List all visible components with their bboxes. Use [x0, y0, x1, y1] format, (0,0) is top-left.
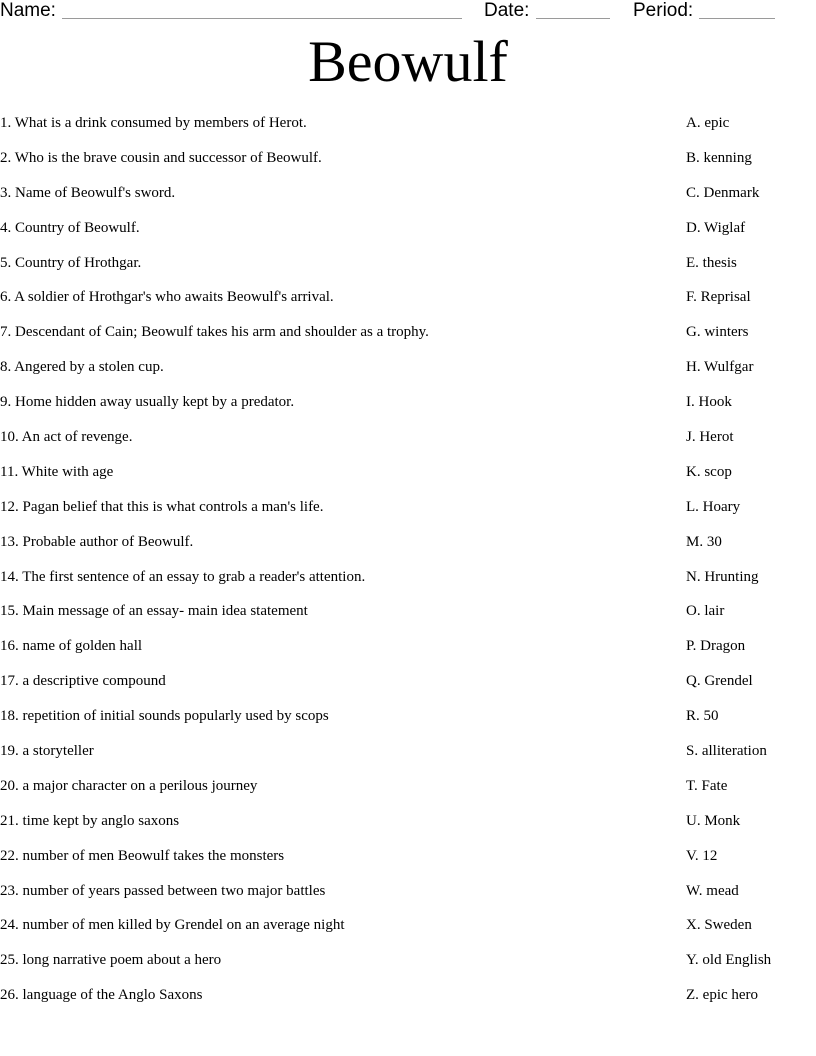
answer-option: W. mead	[686, 882, 739, 899]
date-blank[interactable]	[536, 18, 610, 19]
answer-option: B. kenning	[686, 149, 752, 166]
question-item: 8. Angered by a stolen cup.	[0, 359, 164, 376]
question-item: 2. Who is the brave cousin and successor of Beowulf.	[0, 149, 322, 166]
question-item: 16. name of golden hall	[0, 638, 143, 655]
answer-option: F. Reprisal	[686, 289, 751, 306]
question-item: 9. Home hidden away usually kept by a predator.	[0, 394, 295, 411]
question-item: 15. Main message of an essay- main idea statement	[0, 603, 308, 620]
answer-option: C. Denmark	[686, 184, 760, 201]
question-item: 19. a storyteller	[0, 743, 94, 760]
question-item: 17. a descriptive compound	[0, 673, 166, 690]
answer-option: G. winters	[686, 324, 749, 341]
answer-option: S. alliteration	[686, 743, 767, 760]
answer-option: Q. Grendel	[686, 673, 753, 690]
question-item: 11. White with age	[0, 463, 114, 480]
answer-option: K. scop	[686, 463, 732, 480]
question-item: 20. a major character on a perilous journey	[0, 777, 258, 794]
question-item: 4. Country of Beowulf.	[0, 219, 140, 236]
answer-option: L. Hoary	[686, 498, 741, 515]
question-item: 14. The first sentence of an essay to grab a reader's attention.	[0, 568, 366, 585]
answer-option: A. epic	[686, 115, 730, 131]
answer-option: E. thesis	[686, 254, 737, 271]
answer-option: U. Monk	[686, 812, 741, 829]
answer-option: H. Wulfgar	[686, 359, 754, 376]
period-label: Period:	[633, 0, 694, 21]
question-item: 7. Descendant of Cain; Beowulf takes his arm and shoulder as a trophy.	[0, 324, 429, 341]
answer-option: N. Hrunting	[686, 568, 759, 585]
question-item: 24. number of men killed by Grendel on an average night	[0, 917, 345, 934]
question-item: 25. long narrative poem about a hero	[0, 952, 222, 969]
answer-option: V. 12	[686, 847, 718, 864]
name-label: Name:	[0, 0, 56, 21]
name-blank[interactable]	[62, 18, 462, 19]
question-item: 5. Country of Hrothgar.	[0, 254, 142, 271]
answer-option: T. Fate	[686, 777, 728, 794]
answer-option: M. 30	[686, 533, 722, 550]
question-item: 22. number of men Beowulf takes the monsters	[0, 847, 285, 864]
answers-list	[686, 114, 816, 1021]
question-item: 18. repetition of initial sounds popularly used by scops	[0, 708, 329, 725]
question-item: 12. Pagan belief that this is what controls a man's life.	[0, 498, 324, 515]
question-item: 10. An act of revenge.	[0, 429, 133, 446]
question-item: 21. time kept by anglo saxons	[0, 812, 180, 829]
answer-option: Y. old English	[686, 952, 772, 969]
period-blank[interactable]	[699, 18, 775, 19]
date-label: Date:	[484, 0, 530, 21]
page-title: Beowulf	[308, 29, 508, 94]
question-item: 26. language of the Anglo Saxons	[0, 987, 203, 1004]
question-item: 3. Name of Beowulf's sword.	[0, 184, 176, 201]
question-item: 1. What is a drink consumed by members of Herot.	[0, 115, 307, 131]
answer-option: X. Sweden	[686, 917, 752, 934]
question-item: 23. number of years passed between two major battles	[0, 882, 326, 899]
answer-option: O. lair	[686, 603, 725, 620]
answer-option: P. Dragon	[686, 638, 746, 655]
answer-option: I. Hook	[686, 394, 732, 411]
answer-option: Z. epic hero	[686, 987, 759, 1004]
header	[0, 0, 816, 24]
answer-option: J. Herot	[686, 429, 734, 446]
question-item: 6. A soldier of Hrothgar's who awaits Beowulf's arrival.	[0, 289, 334, 306]
answer-option: R. 50	[686, 708, 719, 725]
question-item: 13. Probable author of Beowulf.	[0, 533, 194, 550]
answer-option: D. Wiglaf	[686, 219, 746, 236]
